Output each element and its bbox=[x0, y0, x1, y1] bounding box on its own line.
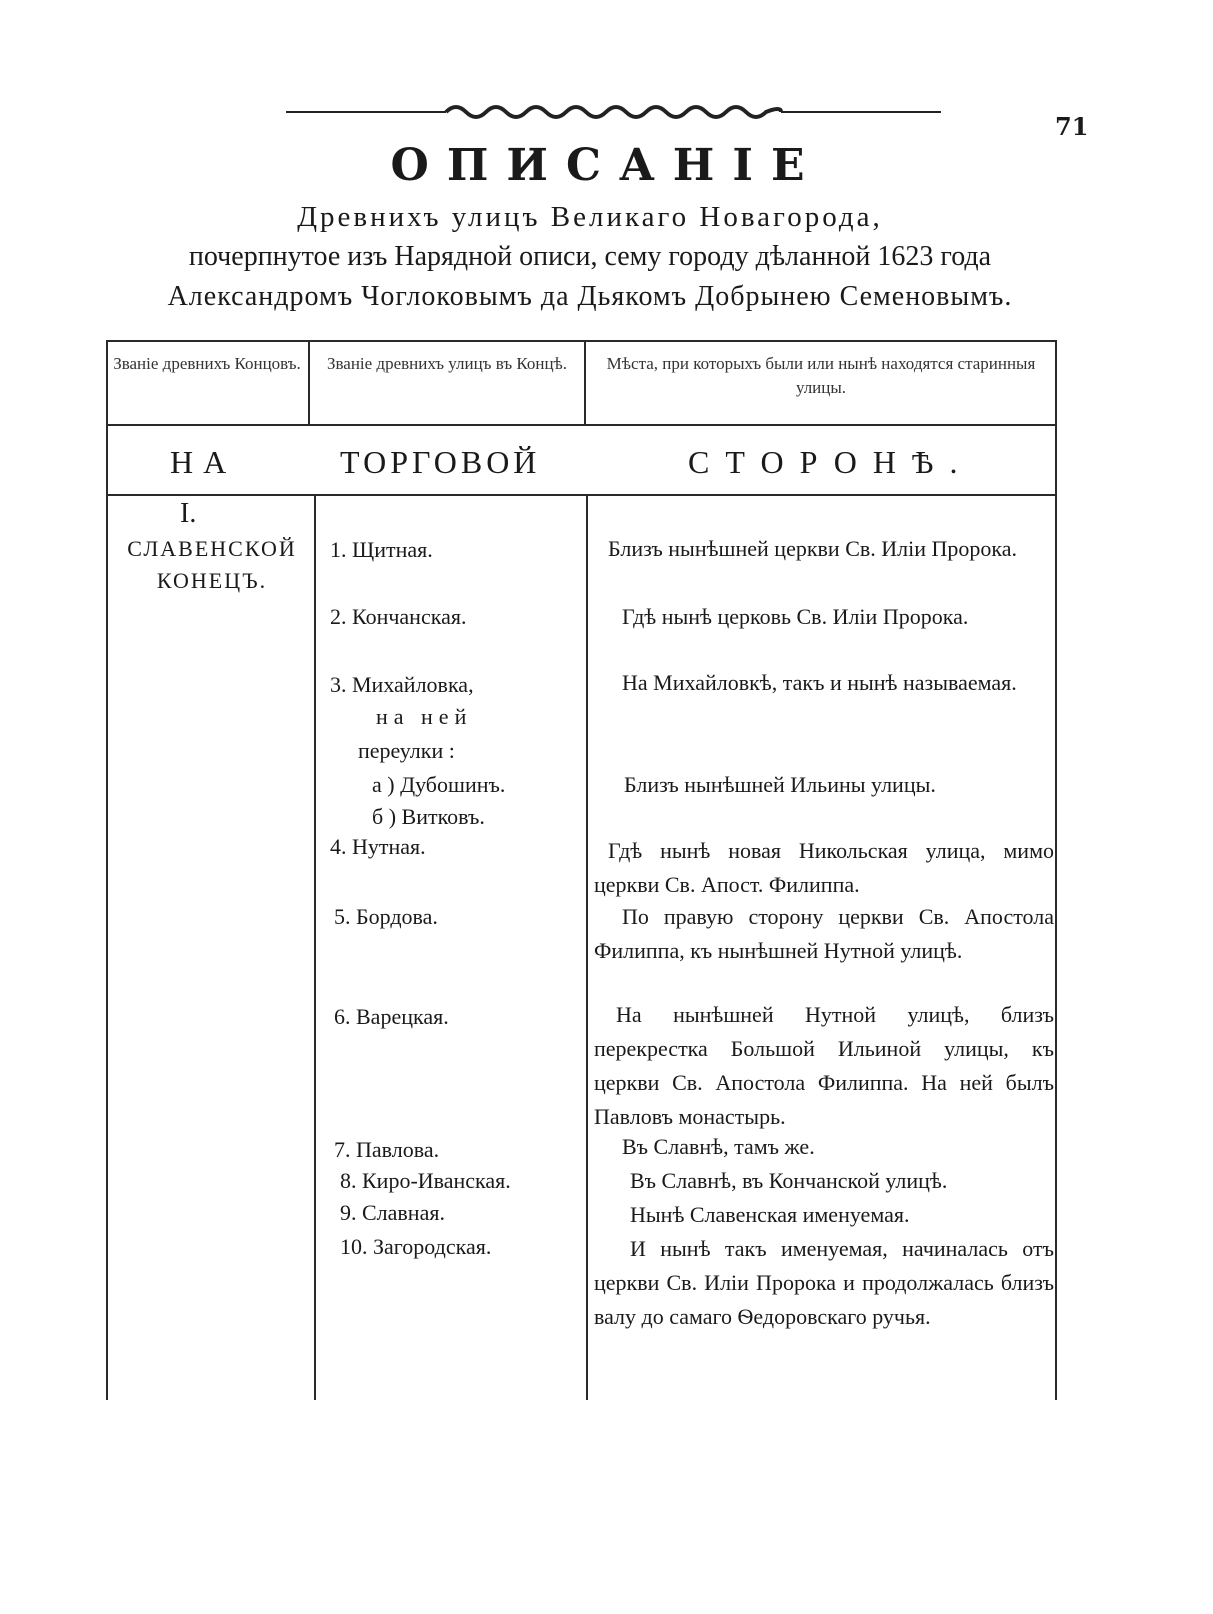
header-ornament bbox=[286, 100, 941, 124]
column-header-streets: Званіе древнихъ улицъ въ Концѣ. bbox=[326, 354, 568, 373]
table-right-border bbox=[1055, 340, 1057, 1400]
place-description: На Михайловкѣ, такъ и нынѣ называемая. bbox=[622, 670, 1017, 695]
subtitle-line-2: почерпнутое изъ Нарядной описи, сему городу дѣланной 1623 года bbox=[188, 241, 992, 272]
place-description: По правую сторону церкви Св. Апостола Филиппа, къ нынѣшней Нутной улицѣ. bbox=[594, 904, 1054, 963]
street-item: 5. Бордова. bbox=[334, 904, 438, 929]
side-heading-bottom-border bbox=[106, 494, 1056, 496]
konets-number: I. bbox=[180, 498, 197, 529]
subtitle-line-1: Древнихъ улицъ Великаго Новагорода, bbox=[297, 201, 883, 233]
place-description: На нынѣшней Нутной улицѣ, близъ перекрестка Большой Ильиной улицы, къ церкви Св. Апостола Филиппа. На ней былъ Павловъ монастырь. bbox=[594, 1002, 1054, 1129]
place-description: Близъ нынѣшней церкви Св. Иліи Пророка. bbox=[608, 536, 1018, 561]
konets-name: СЛАВЕНСКОЙ КОНЕЦЪ. bbox=[127, 536, 297, 593]
street-item: 10. Загородская. bbox=[340, 1234, 492, 1259]
street-item: б ) Витковъ. bbox=[372, 804, 485, 829]
street-item: 8. Киро-Иванская. bbox=[340, 1168, 511, 1193]
place-description: Нынѣ Славенская именуемая. bbox=[630, 1202, 910, 1227]
header-bottom-border bbox=[106, 424, 1056, 426]
column-divider-4 bbox=[586, 496, 588, 1400]
column-divider-3 bbox=[314, 496, 316, 1400]
subtitle-line-3: Александромъ Чоглоковымъ да Дьякомъ Добрынею Семеновымъ. bbox=[167, 281, 1013, 312]
column-divider-2 bbox=[584, 340, 586, 426]
table-top-border bbox=[106, 340, 1056, 342]
street-item: переулки : bbox=[358, 738, 455, 763]
side-heading-word-3: СТОРОНѢ. bbox=[688, 444, 974, 480]
street-item: а ) Дубошинъ. bbox=[372, 772, 506, 797]
place-description: Въ Славнѣ, тамъ же. bbox=[622, 1134, 815, 1159]
place-description: И нынѣ такъ именуемая, начиналась отъ церкви Св. Иліи Пророка и продолжалась близъ валу до самаго Ѳедоровскаго ручья. bbox=[594, 1236, 1054, 1329]
page-number: 71 bbox=[1055, 112, 1089, 141]
street-item: 1. Щитная. bbox=[330, 537, 433, 562]
street-item: на ней bbox=[376, 704, 473, 729]
column-header-ends: Званіе древнихъ Концовъ. bbox=[113, 354, 301, 373]
street-item: 4. Нутная. bbox=[330, 834, 426, 859]
column-header-places: Мѣста, при которыхъ были или нынѣ находятся старинныя улицы. bbox=[606, 354, 1036, 397]
page-title: ОПИСАНІЕ bbox=[390, 140, 823, 191]
place-description: Близъ нынѣшней Ильины улицы. bbox=[624, 772, 936, 797]
place-description: Въ Славнѣ, въ Кончанской улицѣ. bbox=[630, 1168, 948, 1193]
place-description: Гдѣ нынѣ новая Никольская улица, мимо церкви Св. Апост. Филиппа. bbox=[594, 838, 1054, 897]
street-item: 9. Славная. bbox=[340, 1200, 445, 1225]
street-item: 3. Михайловка, bbox=[330, 672, 474, 697]
side-heading-word-1: НА bbox=[170, 444, 237, 480]
street-item: 7. Павлова. bbox=[334, 1137, 440, 1162]
column-divider-1 bbox=[308, 340, 310, 426]
street-item: 2. Кончанская. bbox=[330, 604, 467, 629]
side-heading-word-2: ТОРГОВОЙ bbox=[340, 444, 541, 480]
table-left-border bbox=[106, 340, 108, 1400]
street-item: 6. Варецкая. bbox=[334, 1004, 449, 1029]
place-description: Гдѣ нынѣ церковь Св. Иліи Пророка. bbox=[622, 604, 969, 629]
